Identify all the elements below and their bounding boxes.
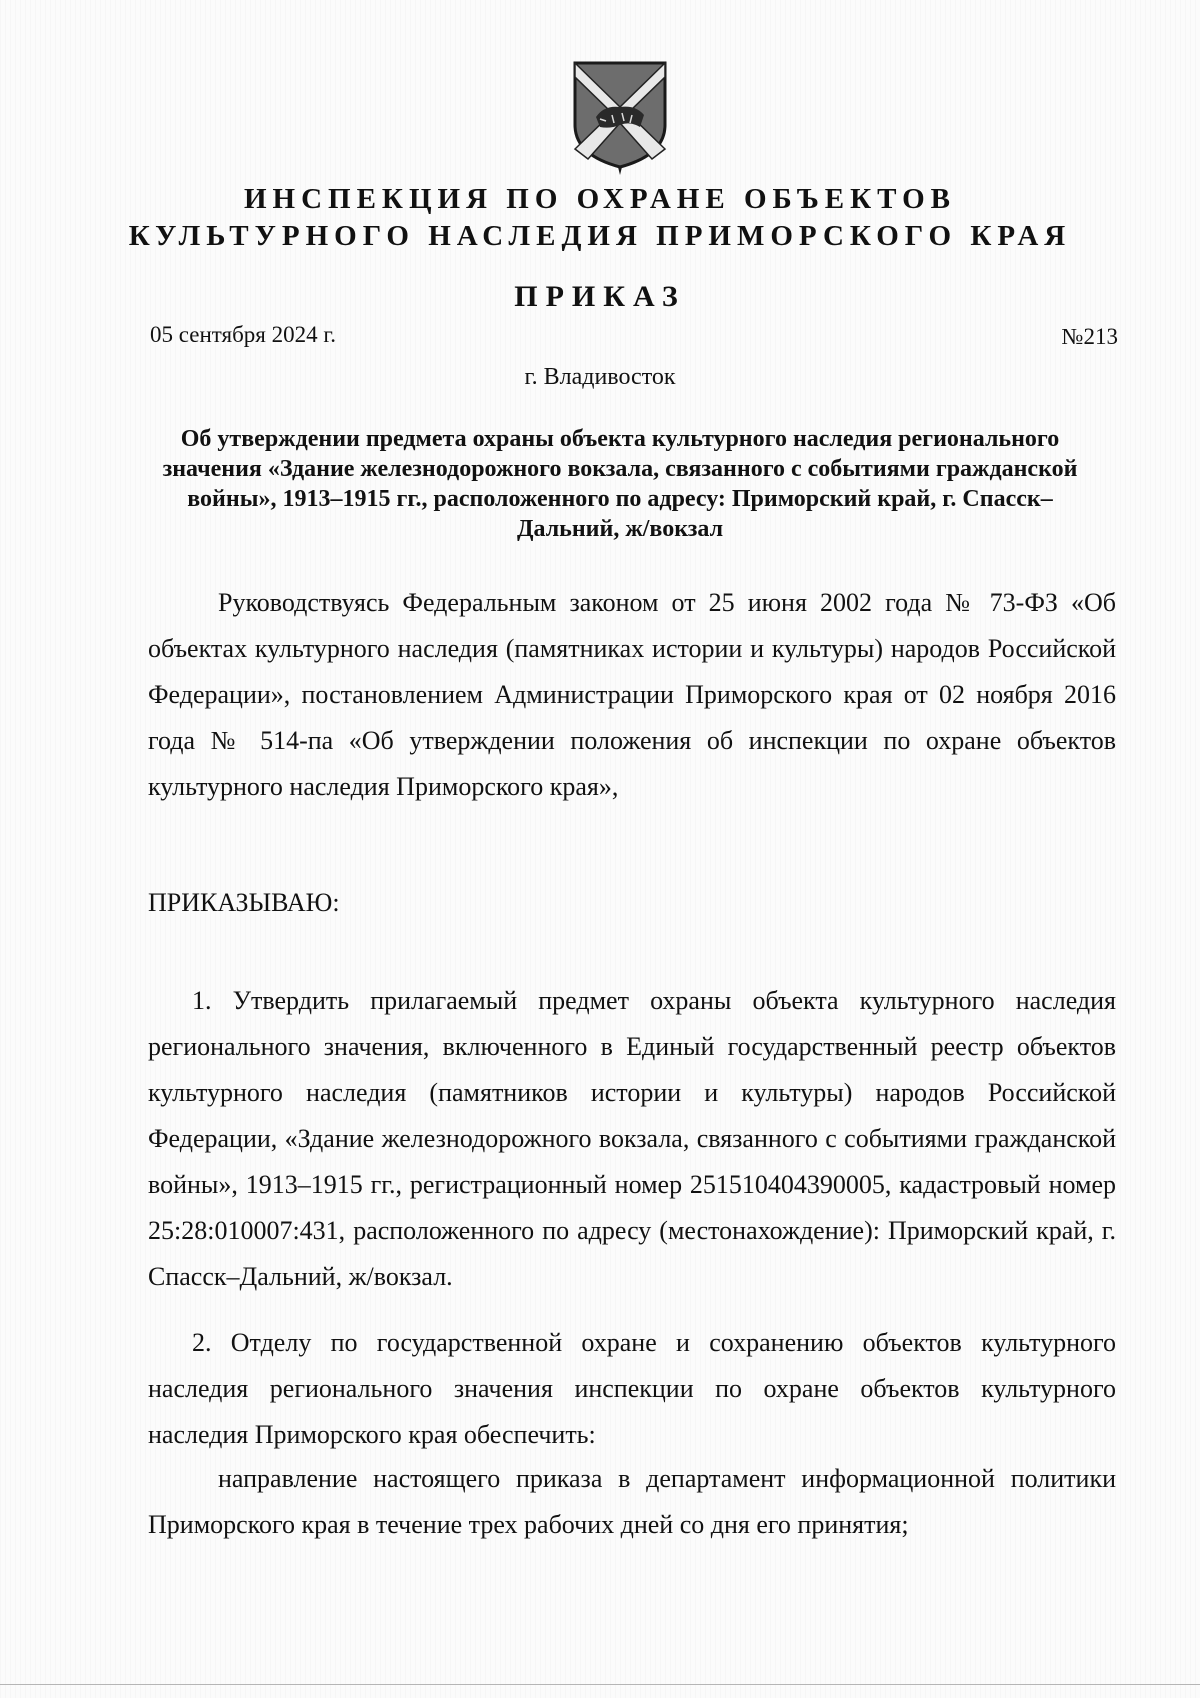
order-date: 05 сентября 2024 г. [150,322,336,347]
coat-of-arms-icon [570,55,670,175]
order-item-2: 2. Отделу по государственной охране и сохранению объектов культурного наследия регионального значения инспекции по охране объектов культурного наследия Приморского края обеспечить: [148,1328,1116,1449]
directive-heading: ПРИКАЗЫВАЮ: [148,888,340,917]
order-item-1: 1. Утвердить прилагаемый предмет охраны объекта культурного наследия регионального значения, включенного в Единый государственный реестр объектов культурного наследия (памятников истории и культуры) народов Российской Федерации, «Здание железнодорожного вокзала, связанного с событиями гражданской войны», 1913–1915 гг., регистрационный номер 251510404390005, кадастровый номер 25:28:010007:431, расположенного по адресу (местонахождение): Приморский край, г. Спасск–Дальний, ж/вокзал. [148,986,1116,1291]
order-item-2-subitem: направление настоящего приказа в департамент информационной политики Приморского края в течение трех рабочих дней со дня его принятия; [148,1464,1116,1539]
document-type-title: ПРИКАЗ [514,280,686,313]
order-subject: Об утверждении предмета охраны объекта культурного наследия регионального значения «Здание железнодорожного вокзала, связанного с событиями гражданской войны», 1913–1915 гг., расположенного по адресу: Приморский край, г. Спасск–Дальний, ж/вокзал [162,426,1078,542]
order-city: г. Владивосток [524,364,676,390]
page-edge-divider [0,1684,1200,1685]
organization-name-line-1: ИНСПЕКЦИЯ ПО ОХРАНЕ ОБЪЕКТОВ [243,183,957,215]
preamble-paragraph: Руководствуясь Федеральным законом от 25 июня 2002 года № 73-ФЗ «Об объектах культурного наследия (памятниках истории и культуры) народов Российской Федерации», постановлением Администрации Приморского края от 02 ноября 2016 года № 514-па «Об утверждении положения об инспекции по охране объектов культурного наследия Приморского края», [148,588,1116,801]
order-number: №213 [1061,324,1118,349]
organization-name-line-2: КУЛЬТУРНОГО НАСЛЕДИЯ ПРИМОРСКОГО КРАЯ [128,220,1072,252]
